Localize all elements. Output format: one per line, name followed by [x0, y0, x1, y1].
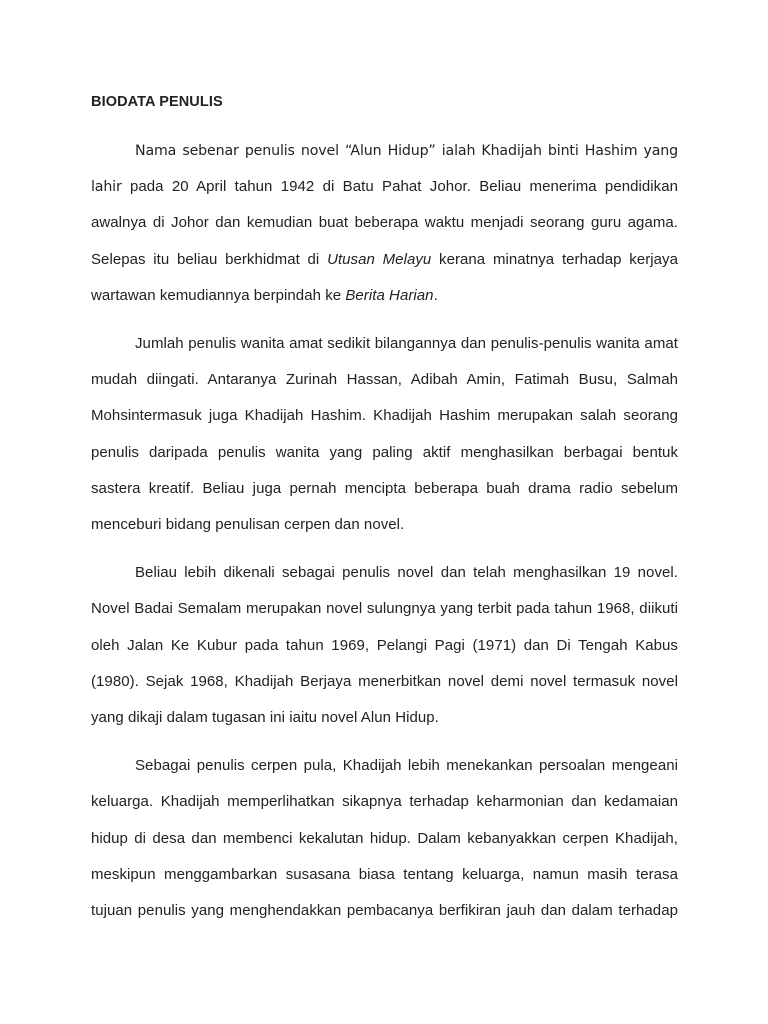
paragraph-1-text-a: pada 20 April tahun 1942 di Batu Pahat Johor. Beliau menerima pendidikan awalnya di Johor dan kemudian buat beberapa waktu menjadi seorang guru agama. Selepas itu beliau berkhidmat di — [91, 178, 678, 268]
italic-utusan-melayu: Utusan Melayu — [327, 250, 432, 268]
paragraph-2: Jumlah penulis wanita amat sedikit bilangannya dan penulis-penulis wanita amat mudah diingati. Antaranya Zurinah Hassan, Adibah Amin, Fatimah Busu, Salmah Mohsintermasuk juga Khadijah Hashim. Khadijah Hashim merupakan salah seorang penulis daripada penulis wanita yang paling aktif menghasilkan berbagai bentuk sastera kreatif. Beliau juga pernah mencipta beberapa buah drama radio sebelum menceburi bidang penulisan cerpen dan novel. — [91, 335, 678, 534]
paragraph-1-text-c: . — [433, 286, 438, 304]
document-heading: BIODATA PENULIS — [91, 94, 223, 110]
paragraph-3: Beliau lebih dikenali sebagai penulis novel dan telah menghasilkan 19 novel. Novel Badai Semalam merupakan novel sulungnya yang terbit pada tahun 1968, diikuti oleh Jalan Ke Kubur pada tahun 1969, Pelangi Pagi (1971) dan Di Tengah Kabus (1980). Sejak 1968, Khadijah Berjaya menerbitkan novel demi novel termasuk novel yang dikaji dalam tugasan ini iaitu novel Alun Hidup. — [91, 564, 678, 727]
paragraph-1-lead: Nama sebenar penulis novel “Alun Hidup” ialah Khadijah binti Hashim yang lahir — [91, 143, 678, 196]
italic-berita-harian: Berita Harian — [345, 286, 434, 304]
paragraph-1 — [91, 133, 678, 314]
paragraph-4: Sebagai penulis cerpen pula, Khadijah lebih menekankan persoalan mengeani keluarga. Khadijah memperlihatkan sikapnya terhadap keharmonian dan kedamaian hidup di desa dan membenci kekalutan hidup. Dalam kebanyakkan cerpen Khadijah, meskipun menggambarkan susasana biasa tentang keluarga, namun masih terasa tujuan penulis yang menghendakkan pembacanya berfikiran jauh dan dalam terhadap — [91, 757, 678, 920]
document-page — [91, 93, 678, 929]
paragraph-1-text-b: kerana minatnya terhadap kerjaya wartawan kemudiannya berpindah ke — [91, 250, 679, 304]
